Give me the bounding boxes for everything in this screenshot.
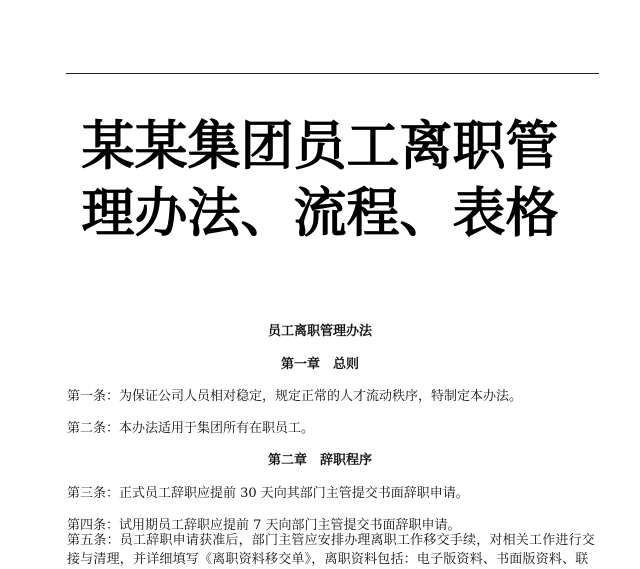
section-heading: 员工离职管理办法 — [267, 324, 372, 339]
chapter-heading-1: 第一章 总则 — [280, 357, 359, 372]
document-title-line-1: 某某集团员工离职管 — [81, 116, 559, 177]
article-5: 第五条：员工辞职申请获准后，部门主管应安排办理离职工作移交手续，对相关工作进行交接与清理，并详细填写《离职资料移交单》，离职资料包括：电子版资料、书面版资料、联 — [67, 533, 596, 567]
article-3: 第三条：正式员工辞职应提前 30 天向其部门主管提交书面辞职申请。 — [67, 486, 469, 501]
chapter-heading-2: 第二章 辞职程序 — [267, 453, 372, 468]
article-1: 第一条：为保证公司人员相对稳定，规定正常的人才流动秩序，特制定本办法。 — [67, 389, 523, 404]
article-4: 第四条：试用期员工辞职应提前 7 天向部门主管提交书面辞职申请。 — [67, 518, 461, 533]
header-rule — [66, 73, 599, 74]
article-2: 第二条：本办法适用于集团所有在职员工。 — [67, 421, 315, 436]
document-title-line-2: 理办法、流程、表格 — [81, 183, 559, 244]
